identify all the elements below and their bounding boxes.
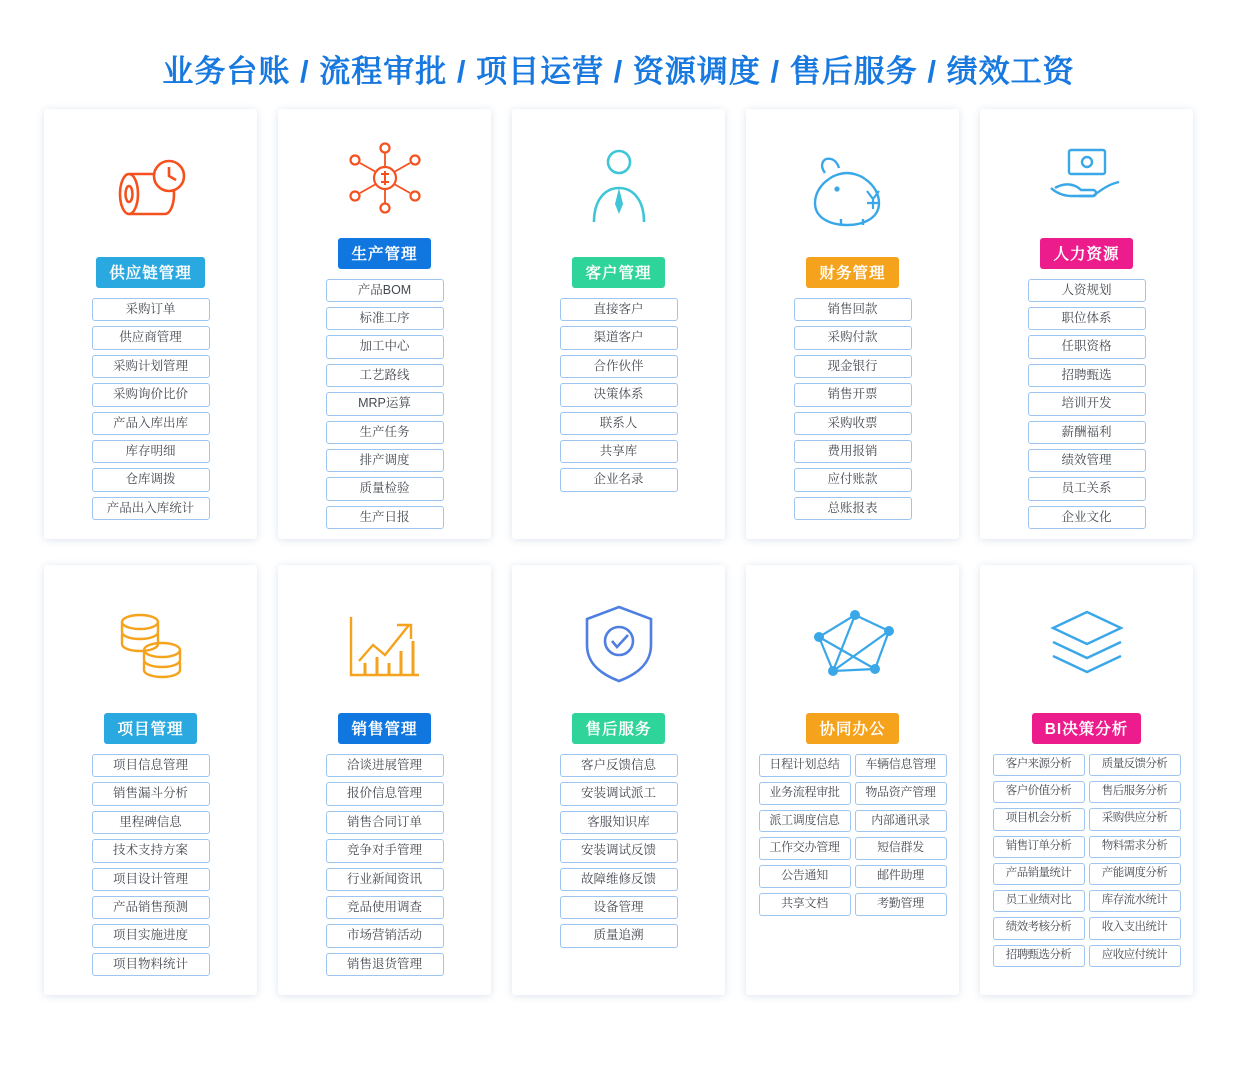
card-sales[interactable]	[278, 565, 491, 995]
item-list	[290, 754, 479, 976]
card-collaboration[interactable]	[746, 565, 959, 995]
item-list	[758, 298, 947, 520]
collaboration-network-icon	[758, 575, 947, 713]
card-hr[interactable]	[980, 109, 1193, 539]
item-list	[56, 754, 245, 976]
list-item[interactable]: 里程碑信息	[92, 811, 210, 834]
list-item[interactable]: 收入支出统计	[1089, 917, 1181, 939]
card-production[interactable]	[278, 109, 491, 539]
list-item[interactable]: 设备管理	[560, 896, 678, 919]
card-customer[interactable]	[512, 109, 725, 539]
card-label: 供应链管理	[96, 257, 205, 288]
list-item[interactable]: 排产调度	[326, 449, 444, 472]
list-item[interactable]: 产品BOM	[326, 279, 444, 302]
list-item[interactable]: 项目信息管理	[92, 754, 210, 777]
list-item[interactable]: 邮件助理	[855, 865, 947, 888]
list-item[interactable]: 项目实施进度	[92, 924, 210, 947]
list-item[interactable]: 竞争对手管理	[326, 839, 444, 862]
card-label: 售后服务	[572, 713, 664, 744]
list-item[interactable]: 应付账款	[794, 468, 912, 491]
list-item[interactable]: 售后服务分析	[1089, 781, 1181, 803]
list-item[interactable]: 产品销量统计	[993, 863, 1085, 885]
list-item[interactable]: 项目设计管理	[92, 868, 210, 891]
list-item[interactable]: 共享库	[560, 440, 678, 463]
list-item[interactable]: 员工业绩对比	[993, 890, 1085, 912]
list-item[interactable]: 合作伙伴	[560, 355, 678, 378]
list-item[interactable]: 安装调试反馈	[560, 839, 678, 862]
module-card-grid	[0, 101, 1237, 995]
list-item[interactable]: 故障维修反馈	[560, 868, 678, 891]
list-item[interactable]: 短信群发	[855, 837, 947, 860]
card-label: 生产管理	[338, 238, 430, 269]
list-item[interactable]: 销售退货管理	[326, 953, 444, 976]
list-item[interactable]: 应收应付统计	[1089, 945, 1181, 967]
list-item[interactable]: 项目物料统计	[92, 953, 210, 976]
list-item[interactable]: 产品销售预测	[92, 896, 210, 919]
list-item[interactable]: 培训开发	[1028, 392, 1146, 415]
list-item[interactable]: 采购询价比价	[92, 383, 210, 406]
list-item[interactable]: 生产任务	[326, 421, 444, 444]
list-item[interactable]: 公告通知	[759, 865, 851, 888]
list-item[interactable]: 物料需求分析	[1089, 836, 1181, 858]
production-network-icon	[290, 119, 479, 238]
page-title: 业务台账 / 流程审批 / 项目运营 / 资源调度 / 售后服务 / 绩效工资	[162, 54, 1075, 89]
list-item[interactable]: 绩效管理	[1028, 449, 1146, 472]
list-item[interactable]: 考勤管理	[855, 893, 947, 916]
card-label: 协同办公	[806, 713, 898, 744]
list-item[interactable]: 产品入库出库	[92, 412, 210, 435]
list-item[interactable]: 薪酬福利	[1028, 421, 1146, 444]
list-item[interactable]: 决策体系	[560, 383, 678, 406]
list-item[interactable]: 联系人	[560, 412, 678, 435]
list-item[interactable]: 市场营销活动	[326, 924, 444, 947]
item-list	[524, 754, 713, 948]
list-item[interactable]: 生产日报	[326, 506, 444, 529]
card-label: 财务管理	[806, 257, 898, 288]
list-item[interactable]: MRP运算	[326, 392, 444, 415]
layers-stack-icon	[992, 575, 1181, 713]
list-item[interactable]: 员工关系	[1028, 477, 1146, 500]
card-label: 销售管理	[338, 713, 430, 744]
list-item[interactable]: 任职资格	[1028, 335, 1146, 358]
list-item[interactable]: 渠道客户	[560, 326, 678, 349]
list-item[interactable]: 竞品使用调查	[326, 896, 444, 919]
list-item[interactable]: 业务流程审批	[759, 782, 851, 805]
list-item[interactable]: 安装调试派工	[560, 782, 678, 805]
list-item[interactable]: 内部通讯录	[855, 810, 947, 833]
list-item[interactable]: 采购收票	[794, 412, 912, 435]
list-item[interactable]: 绩效考核分析	[993, 917, 1085, 939]
list-item[interactable]: 质量反馈分析	[1089, 754, 1181, 776]
card-bi-analytics[interactable]	[980, 565, 1193, 995]
item-list	[992, 279, 1181, 529]
list-item[interactable]: 报价信息管理	[326, 782, 444, 805]
hand-money-icon	[992, 119, 1181, 238]
list-item[interactable]: 共享文档	[759, 893, 851, 916]
customer-person-icon	[524, 119, 713, 257]
item-list	[758, 754, 947, 916]
list-item[interactable]: 产能调度分析	[1089, 863, 1181, 885]
list-item[interactable]: 销售合同订单	[326, 811, 444, 834]
list-item[interactable]: 招聘甄选分析	[993, 945, 1085, 967]
list-item[interactable]: 仓库调拨	[92, 468, 210, 491]
card-aftersales[interactable]	[512, 565, 725, 995]
list-item[interactable]: 总账报表	[794, 497, 912, 520]
list-item[interactable]: 采购计划管理	[92, 355, 210, 378]
list-item[interactable]: 招聘甄选	[1028, 364, 1146, 387]
list-item[interactable]: 标准工序	[326, 307, 444, 330]
list-item[interactable]: 企业名录	[560, 468, 678, 491]
list-item[interactable]: 工作交办管理	[759, 837, 851, 860]
list-item[interactable]: 现金银行	[794, 355, 912, 378]
list-item[interactable]: 客户来源分析	[993, 754, 1085, 776]
list-item[interactable]: 行业新闻资讯	[326, 868, 444, 891]
list-item[interactable]: 质量检验	[326, 477, 444, 500]
list-item[interactable]: 费用报销	[794, 440, 912, 463]
shield-check-icon	[524, 575, 713, 713]
coins-stack-icon	[56, 575, 245, 713]
item-list	[56, 298, 245, 520]
list-item[interactable]: 销售开票	[794, 383, 912, 406]
item-list	[290, 279, 479, 529]
card-supply-chain[interactable]	[44, 109, 257, 539]
list-item[interactable]: 项目机会分析	[993, 808, 1085, 830]
supply-chain-icon	[56, 119, 245, 257]
list-item[interactable]: 加工中心	[326, 335, 444, 358]
list-item[interactable]: 职位体系	[1028, 307, 1146, 330]
list-item[interactable]: 产品出入库统计	[92, 497, 210, 520]
list-item[interactable]: 供应商管理	[92, 326, 210, 349]
list-item[interactable]: 车辆信息管理	[855, 754, 947, 777]
card-label: 人力资源	[1040, 238, 1132, 269]
list-item[interactable]: 采购订单	[92, 298, 210, 321]
growth-chart-icon	[290, 575, 479, 713]
card-label: 客户管理	[572, 257, 664, 288]
list-item[interactable]: 客服知识库	[560, 811, 678, 834]
item-list	[992, 754, 1181, 967]
list-item[interactable]: 销售订单分析	[993, 836, 1085, 858]
list-item[interactable]: 库存明细	[92, 440, 210, 463]
list-item[interactable]: 客户价值分析	[993, 781, 1085, 803]
list-item[interactable]: 人资规划	[1028, 279, 1146, 302]
piggy-bank-icon	[758, 119, 947, 257]
list-item[interactable]: 采购付款	[794, 326, 912, 349]
list-item[interactable]: 直接客户	[560, 298, 678, 321]
card-label: BI决策分析	[1032, 713, 1142, 744]
list-item[interactable]: 物品资产管理	[855, 782, 947, 805]
list-item[interactable]: 库存流水统计	[1089, 890, 1181, 912]
card-label: 项目管理	[104, 713, 196, 744]
list-item[interactable]: 质量追溯	[560, 924, 678, 947]
list-item[interactable]: 采购供应分析	[1089, 808, 1181, 830]
list-item[interactable]: 销售回款	[794, 298, 912, 321]
list-item[interactable]: 技术支持方案	[92, 839, 210, 862]
list-item[interactable]: 工艺路线	[326, 364, 444, 387]
list-item[interactable]: 洽谈进展管理	[326, 754, 444, 777]
list-item[interactable]: 企业文化	[1028, 506, 1146, 529]
item-list	[524, 298, 713, 492]
list-item[interactable]: 派工调度信息	[759, 810, 851, 833]
list-item[interactable]: 客户反馈信息	[560, 754, 678, 777]
card-project[interactable]	[44, 565, 257, 995]
card-finance[interactable]	[746, 109, 959, 539]
list-item[interactable]: 日程计划总结	[759, 754, 851, 777]
list-item[interactable]: 销售漏斗分析	[92, 782, 210, 805]
